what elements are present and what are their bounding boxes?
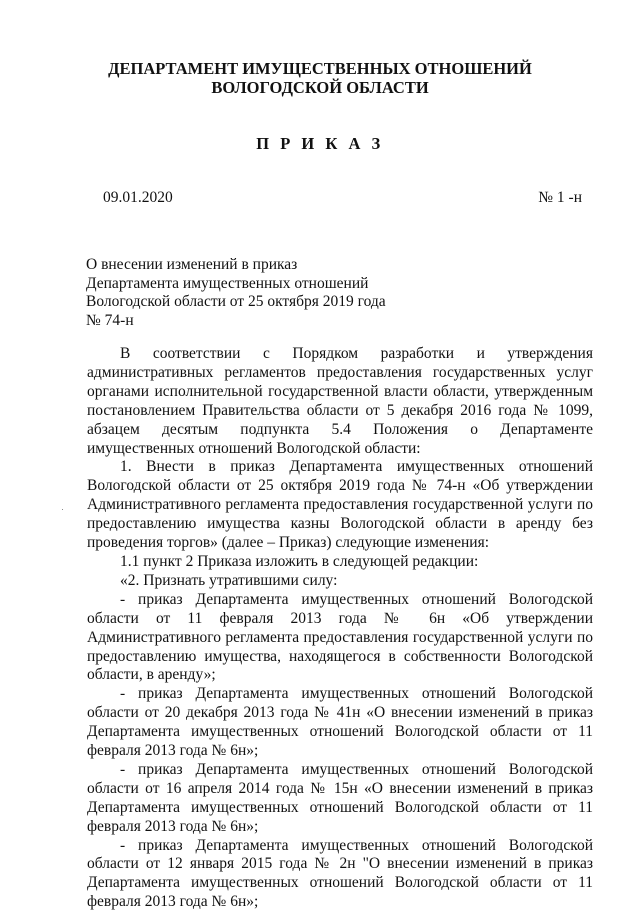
- document-date: 09.01.2020: [103, 189, 173, 206]
- document-body: [87, 345, 593, 912]
- body-paragraph: В соответствии с Порядком разработки и утверждения административных регламентов предоставления государственных услуг органами исполнительной государственной власти области, утвержденным постановлением Правительства области от 5 декабря 2016 года № 1099, абзацем десятым подпункта 5.4 Положения о Департаменте имущественных отношений Вологодской области:: [87, 345, 593, 457]
- body-paragraph: 1.1 пункт 2 Приказа изложить в следующей редакции:: [120, 552, 479, 570]
- subject-line: № 74-н: [86, 311, 134, 329]
- scan-artifact: [62, 509, 63, 510]
- document-subject: [86, 256, 386, 330]
- department-header-line1: ДЕПАРТАМЕНТ ИМУЩЕСТВЕННЫХ ОТНОШЕНИЙ: [108, 59, 532, 78]
- subject-line: О внесении изменений в приказ: [86, 256, 298, 273]
- body-paragraph: - приказ Департамента имущественных отношений Вологодской области от 11 февраля 2013 года № 6н «Об утверждении Административного регламента предоставления государственной услуги по предоставлению имущества, находящегося в собственности Вологодской области, в аренду»;: [87, 590, 593, 684]
- document-number: № 1 -н: [538, 189, 582, 206]
- body-paragraph: 1. Внести в приказ Департамента имущественных отношений Вологодской области от 25 октября 2019 года № 74-н «Об утверждении Административного регламента предоставления государственной услуги по предоставлению имущества казны Вологодской области в аренду без проведения торгов» (далее – Приказ) следующие изменения:: [87, 458, 593, 552]
- subject-line: Департамента имущественных отношений: [86, 274, 369, 292]
- body-paragraph: «2. Признать утратившими силу:: [120, 571, 338, 589]
- body-paragraph: - приказ Департамента имущественных отношений Вологодской области от 16 апреля 2014 года № 15н «О внесении изменений в приказ Департамента имущественных отношений Вологодской области от 11 февраля 2013 года № 6н»;: [87, 760, 593, 835]
- body-paragraph: - приказ Департамента имущественных отношений Вологодской области от 12 января 2015 года № 2н "О внесении изменений в приказ Департамента имущественных отношений Вологодской области от 11 февраля 2013 года № 6н»;: [87, 836, 593, 911]
- subject-line: Вологодской области от 25 октября 2019 года: [86, 293, 386, 310]
- body-paragraph: - приказ Департамента имущественных отношений Вологодской области от 20 декабря 2013 года № 41н «О внесении изменений в приказ Департамента имущественных отношений Вологодской области от 11 февраля 2013 года № 6н»;: [87, 685, 593, 760]
- document-title: П Р И К А З: [256, 134, 384, 153]
- department-header-line2: ВОЛОГОДСКОЙ ОБЛАСТИ: [211, 78, 429, 97]
